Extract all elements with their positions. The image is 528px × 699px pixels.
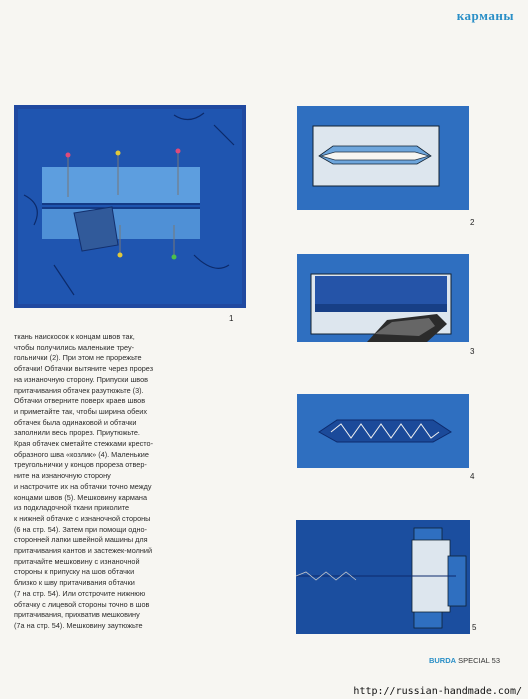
- text-line: обтачку с лицевой стороны точно в шов: [14, 599, 150, 609]
- text-line: стороны к припуску на шов обтачки: [14, 567, 135, 577]
- text-line: и настрочите их на обтачки точно между: [14, 481, 152, 491]
- figure-3-illustration: [297, 254, 469, 342]
- text-line: на изнаночную сторону. Припуски швов: [14, 374, 149, 384]
- text-line: (7а на стр. 54). Мешковину заутюжьте: [14, 620, 143, 630]
- text-line: к нижней обтачке с изнаночной стороны: [14, 513, 151, 523]
- text-line: обтачек была одинаковой и обтачки: [14, 417, 137, 427]
- text-line: (6 на стр. 54). Затем при помощи одно-: [14, 524, 147, 534]
- section-title: карманы: [456, 8, 514, 23]
- figure-4-illustration: [297, 394, 469, 468]
- text-line: притачивания кантов и застежек-молний: [14, 546, 153, 556]
- text-line: образного шва «козлик» (4). Маленькие: [14, 449, 149, 459]
- text-line: треугольнички у концов прорезa отвер-: [14, 460, 147, 470]
- text-line: сторонней лапки швейной машины для: [14, 535, 148, 545]
- text-line: притачайте мешковину с изнаночной: [14, 556, 140, 566]
- body-text-column: [14, 332, 212, 632]
- text-line: заполнили весь прорез. Приутюжьте.: [14, 428, 140, 438]
- text-line: гольнички (2). При этом не прорежьте: [14, 353, 142, 363]
- text-line: и приметайте так, чтобы ширина обеих: [14, 406, 148, 416]
- page-footer: [429, 656, 500, 665]
- figure-1-number: 1: [229, 314, 234, 323]
- text-line: концами швов (5). Мешковину кармана: [14, 492, 147, 502]
- text-line: из подкладочной ткани приколите: [14, 503, 130, 513]
- text-line: ткань наискосок к концам швов так,: [14, 332, 135, 341]
- text-line: Края обтачек сметайте стежками кресто-: [14, 439, 154, 449]
- text-line: притачивания обтачек разутюжьте (3).: [14, 385, 144, 395]
- figure-5-illustration: [296, 520, 470, 634]
- figure-2-number: 2: [470, 218, 475, 227]
- magazine-brand: BURDA: [428, 656, 457, 665]
- text-line: ните на изнаночную сторону: [14, 471, 111, 481]
- figure-3-number: 3: [470, 347, 475, 356]
- figure-1-illustration: [14, 105, 246, 308]
- figure-4-number: 4: [470, 472, 475, 481]
- magazine-edition: SPECIAL: [458, 656, 490, 665]
- watermark-url: http://russian-handmade.com/: [353, 686, 522, 697]
- text-line: притачивания, прихватив мешковину: [14, 610, 140, 620]
- figure-5-number: 5: [472, 623, 477, 632]
- figure-2-illustration: [297, 106, 469, 210]
- text-line: обтачки! Обтачки вытяните через прорез: [14, 364, 154, 374]
- text-line: Обтачки отверните поверх краев швов: [14, 396, 146, 406]
- text-line: чтобы получились маленькие треу-: [14, 342, 135, 352]
- page-number: 53: [491, 656, 500, 665]
- text-line: близко к шву притачивания обтачки: [14, 578, 135, 588]
- text-line: (7 на стр. 54). Или отстрочите нижнюю: [14, 588, 146, 598]
